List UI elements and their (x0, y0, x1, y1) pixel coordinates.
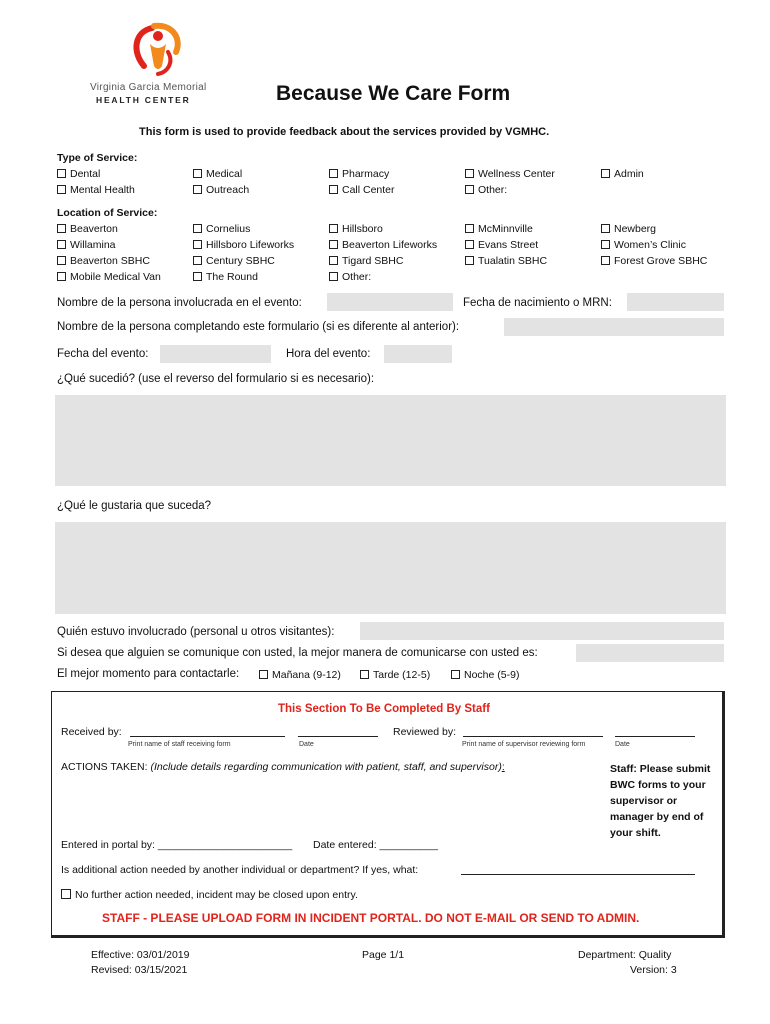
checkbox-icon (451, 670, 460, 679)
location-of-service-option-label: The Round (206, 271, 258, 283)
checkbox-icon (465, 240, 474, 249)
upload-notice: STAFF - PLEASE UPLOAD FORM IN INCIDENT PORTAL. DO NOT E-MAIL OR SEND TO ADMIN. (102, 911, 640, 925)
type-of-service-option[interactable] (465, 168, 555, 180)
checkbox-icon (329, 272, 338, 281)
checkbox-icon (329, 256, 338, 265)
location-of-service-heading: Location of Service: (57, 207, 158, 219)
contact-method-label: Si desea que alguien se comunique con usted, la mejor manera de comunicarse con usted es: (57, 647, 538, 659)
additional-action-line[interactable] (461, 874, 695, 875)
dob-mrn-input[interactable] (627, 293, 724, 311)
footer-page: Page 1/1 (362, 949, 405, 961)
logo-line2: HEALTH CENTER (96, 95, 191, 105)
footer-department: Department: Quality (578, 949, 672, 961)
location-of-service-option[interactable] (193, 255, 275, 267)
location-of-service-option-label: Other: (342, 271, 372, 283)
location-of-service-option-label: Cornelius (206, 223, 251, 235)
checkbox-icon (61, 889, 71, 899)
received-by-label: Received by: (61, 726, 122, 738)
location-of-service-option-label: Newberg (614, 223, 657, 235)
checkbox-icon (57, 240, 66, 249)
checkbox-icon (57, 256, 66, 265)
print-supervisor-caption: Print name of supervisor reviewing form (462, 741, 586, 748)
checkbox-icon (601, 240, 610, 249)
location-of-service-option[interactable] (57, 223, 118, 235)
checkbox-icon (57, 169, 66, 178)
type-of-service-option[interactable] (193, 168, 242, 180)
type-of-service-option[interactable] (601, 168, 644, 180)
location-of-service-option[interactable] (465, 223, 533, 235)
checkbox-icon (329, 240, 338, 249)
received-date-line[interactable] (298, 736, 378, 737)
location-of-service-option-label: Forest Grove SBHC (614, 255, 708, 267)
checkbox-icon (465, 169, 474, 178)
print-staff-caption: Print name of staff receiving form (128, 741, 231, 748)
location-of-service-option-label: Century SBHC (206, 255, 275, 267)
location-of-service-option[interactable] (601, 223, 656, 235)
page-title: Because We Care Form (276, 82, 511, 105)
location-of-service-option-label: Hillsboro Lifeworks (206, 239, 295, 251)
actions-taken-hint: (Include details regarding communication with patient, staff, and supervisor) (150, 761, 502, 773)
person-completing-label: Nombre de la persona completando este formulario (si es diferente al anterior): (57, 321, 460, 333)
reviewed-by-label: Reviewed by: (393, 726, 457, 738)
logo-figure-icon (128, 22, 188, 78)
person-completing-input[interactable] (504, 318, 724, 336)
actions-taken-title: ACTIONS TAKEN: (61, 761, 148, 773)
location-of-service-option-label: Beaverton SBHC (70, 255, 150, 267)
contact-method-input[interactable] (576, 644, 724, 662)
location-of-service-option-label: Tigard SBHC (342, 255, 404, 267)
time-option-label: Mañana (9-12) (272, 669, 341, 681)
checkbox-icon (193, 240, 202, 249)
checkbox-icon (360, 670, 369, 679)
date-entered-label: Date entered: __________ (313, 839, 438, 851)
checkbox-icon (601, 256, 610, 265)
what-desired-label: ¿Qué le gustaria que suceda? (57, 500, 212, 512)
checkbox-icon (601, 224, 610, 233)
location-of-service-option[interactable] (193, 223, 250, 235)
checkbox-icon (57, 185, 66, 194)
type-of-service-option-label: Dental (70, 168, 101, 180)
checkbox-icon (259, 670, 268, 679)
type-of-service-option[interactable] (329, 168, 389, 180)
staff-section-heading: This Section To Be Completed By Staff (278, 703, 490, 715)
what-desired-textarea[interactable] (55, 522, 726, 614)
location-of-service-option-label: Beaverton (70, 223, 118, 235)
checkbox-icon (329, 169, 338, 178)
type-of-service-option-label: Pharmacy (342, 168, 390, 180)
reviewed-date-line[interactable] (615, 736, 695, 737)
location-of-service-option-label: Willamina (70, 239, 116, 251)
location-of-service-option[interactable] (57, 255, 150, 267)
time-option-afternoon[interactable] (360, 669, 430, 681)
time-option-label: Tarde (12-5) (373, 669, 431, 681)
type-of-service-option-label: Wellness Center (478, 168, 555, 180)
checkbox-icon (193, 256, 202, 265)
type-of-service-option[interactable] (465, 184, 507, 196)
type-of-service-option-label: Medical (206, 168, 243, 180)
dob-mrn-label: Fecha de nacimiento o MRN: (463, 297, 612, 309)
checkbox-icon (193, 185, 202, 194)
location-of-service-option-label: Evans Street (478, 239, 539, 251)
footer-version: Version: 3 (630, 964, 677, 976)
location-of-service-option[interactable] (193, 271, 258, 283)
best-time-label: El mejor momento para contactarle: (57, 668, 240, 680)
location-of-service-option-label: Mobile Medical Van (70, 271, 161, 283)
location-of-service-option[interactable] (57, 271, 161, 283)
location-of-service-option-label: Tualatin SBHC (478, 255, 548, 267)
type-of-service-option-label: Admin (614, 168, 644, 180)
location-of-service-option[interactable] (601, 239, 686, 251)
footer-revised: Revised: 03/15/2021 (91, 964, 188, 976)
type-of-service-option-label: Other: (478, 184, 508, 196)
form-subtitle: This form is used to provide feedback about the services provided by VGMHC. (139, 126, 550, 138)
reviewed-by-line[interactable] (463, 736, 603, 737)
event-date-input[interactable] (160, 345, 271, 363)
location-of-service-option[interactable] (329, 271, 371, 283)
entered-portal-label: Entered in portal by: _______________________ (61, 839, 293, 851)
type-of-service-heading: Type of Service: (57, 152, 138, 164)
date-caption-2: Date (615, 741, 630, 748)
who-involved-input[interactable] (360, 622, 724, 640)
location-of-service-option[interactable] (57, 239, 116, 251)
time-option-morning[interactable] (259, 669, 341, 681)
location-of-service-option-label: Beaverton Lifeworks (342, 239, 438, 251)
checkbox-icon (193, 169, 202, 178)
event-time-label: Hora del evento: (286, 348, 371, 360)
event-time-input[interactable] (384, 345, 452, 363)
checkbox-icon (465, 185, 474, 194)
date-caption-1: Date (299, 741, 314, 748)
no-further-action-option[interactable] (61, 889, 358, 901)
checkbox-icon (601, 169, 610, 178)
checkbox-icon (465, 256, 474, 265)
event-date-label: Fecha del evento: (57, 348, 149, 360)
staff-note: Staff: Please submit BWC forms to your supervisor or manager by end of your shift. (610, 763, 711, 839)
type-of-service-option[interactable] (329, 184, 395, 196)
person-involved-label: Nombre de la persona involucrada en el evento: (57, 297, 302, 309)
what-happened-textarea[interactable] (55, 395, 726, 486)
time-option-night[interactable] (451, 669, 519, 681)
who-involved-label: Quién estuvo involucrado (personal u otros visitantes): (57, 626, 335, 638)
type-of-service-option[interactable] (193, 184, 249, 196)
location-of-service-option[interactable] (193, 239, 294, 251)
type-of-service-option-label: Mental Health (70, 184, 135, 196)
footer-effective: Effective: 03/01/2019 (91, 949, 190, 961)
checkbox-icon (193, 224, 202, 233)
type-of-service-option[interactable] (57, 168, 100, 180)
time-option-label: Noche (5-9) (464, 669, 520, 681)
location-of-service-option[interactable] (601, 255, 707, 267)
type-of-service-option-label: Outreach (206, 184, 250, 196)
additional-action-label: Is additional action needed by another individual or department? If yes, what: (61, 864, 419, 876)
person-involved-input[interactable] (327, 293, 453, 311)
checkbox-icon (57, 272, 66, 281)
location-of-service-option[interactable] (465, 239, 538, 251)
location-of-service-option[interactable] (465, 255, 547, 267)
checkbox-icon (193, 272, 202, 281)
logo (90, 22, 220, 104)
checkbox-icon (329, 224, 338, 233)
what-happened-label: ¿Qué sucedió? (use el reverso del formulario si es necesario): (57, 373, 375, 385)
type-of-service-option-label: Call Center (342, 184, 395, 196)
type-of-service-option[interactable] (57, 184, 135, 196)
logo-line1: Virginia Garcia Memorial (90, 82, 207, 93)
checkbox-icon (465, 224, 474, 233)
location-of-service-option[interactable] (329, 239, 437, 251)
location-of-service-option-label: Hillsboro (342, 223, 383, 235)
no-further-action-label: No further action needed, incident may be closed upon entry. (75, 889, 358, 901)
location-of-service-option[interactable] (329, 255, 403, 267)
checkbox-icon (57, 224, 66, 233)
location-of-service-option[interactable] (329, 223, 383, 235)
location-of-service-option-label: McMinnville (478, 223, 533, 235)
location-of-service-option-label: Women’s Clinic (614, 239, 686, 251)
checkbox-icon (329, 185, 338, 194)
actions-taken-colon: : (501, 761, 505, 773)
received-by-line[interactable] (130, 736, 285, 737)
actions-taken-label (61, 761, 505, 773)
